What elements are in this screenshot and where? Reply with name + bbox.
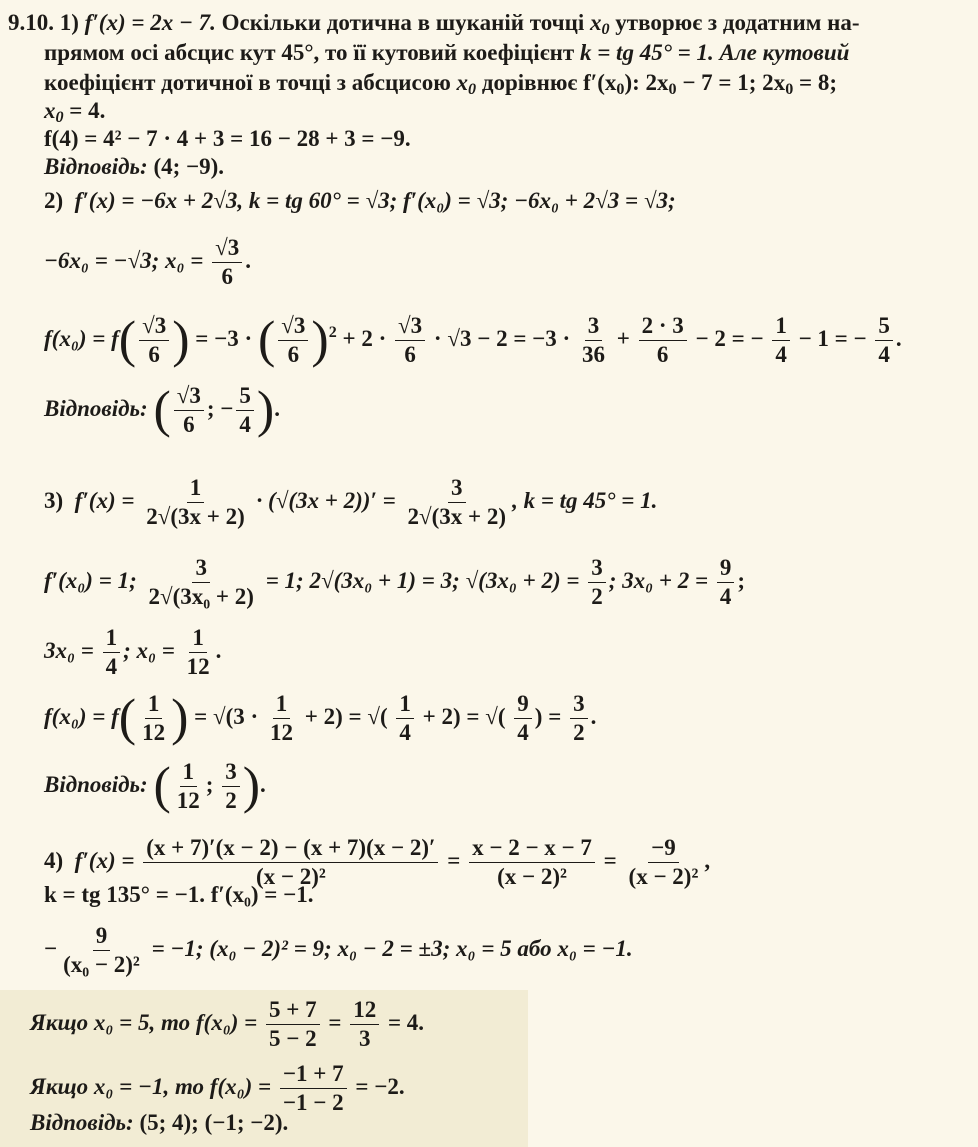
part2-line3: f(x₀) = f( $\frac{√3}{6}$ ) = −3 · ( $\frac{√3}{6}$ )$^2$ + 2 · $\frac{√3}{6}$ · √3 − 2 = −3 · $\frac{3}{36}$ + $\frac{2 \cdot 3}{6}$ − 2 = − $\frac{1}{4}$ − 1 = − $\frac{5}{4}$ . (44, 311, 902, 369)
part1-answer: Відповідь: (4; −9). (44, 154, 225, 179)
part1-f4: f(4) = 4² − 7 · 4 + 3 = 16 − 28 + 3 = −9. (44, 126, 411, 151)
part3-line3: 3x₀ = $\frac{1}{4}$ ; x₀ = $\frac{1}{12}$ . (44, 625, 222, 679)
part3-line4: f(x₀) = f( $\frac{1}{12}$ ) = √(3 · $\frac{1}{12}$ + 2) = √( $\frac{1}{4}$ + 2) = √( $\frac{9}{4}$ ) = $\frac{3}{2}$ . (44, 689, 597, 747)
part2-line1: 2) f′(x) = −6x + 2√3, k = tg 60° = √3; f′(x₀) = √3; −6x₀ + 2√3 = √3; (44, 188, 676, 213)
part3-line1: 3) f′(x) = $\frac{1}{2√(3x + 2)}$ · (√(3x + 2))′ = $\frac{3}{2√(3x + 2)}$ , k = tg 45° = 1. (44, 475, 658, 529)
part4-line3: − $\frac{9}{\text{(x₀ − 2)²}}$ = −1; (x₀ − 2)² = 9; x₀ − 2 = ±3; x₀ = 5 або x₀ = −1. (44, 923, 633, 977)
part1-line4: $x_0 = 4$. (44, 98, 106, 127)
part4-answer: Відповідь: (5; 4); (−1; −2). (30, 1110, 289, 1135)
part4-line2: k = tg 135° = −1. f′(x₀) = −1. (44, 882, 314, 907)
part4-case1: Якщо x₀ = 5, то f(x₀) = $\frac{5 + 7}{5 - 2}$ = $\frac{12}{3}$ = 4. (30, 997, 425, 1051)
part4-line1: 4) f′(x) = $\frac{(x + 7)'(x - 2) - (x + 7)(x - 2)'}{\text{(x − 2)²}}$ = $\frac{x - 2 - x - 7}{\text{(x − 2)²}}$ = $\frac{-9}{\text{(x − 2)²}}$ , (44, 835, 711, 889)
part3-line2: f′(x₀) = 1; $\frac{3}{\text{2√(3x₀ + 2)}}$ = 1; 2√(3x₀ + 1) = 3; √(3x₀ + 2) = $\frac{3}{2}$ ; 3x₀ + 2 = $\frac{9}{4}$ ; (44, 555, 746, 609)
part2-line2: −6x₀ = −√3; x₀ = $\frac{√3}{6}$ . (44, 235, 252, 289)
part3-answer: Відповідь: ( $\frac{1}{12}$ ; $\frac{3}{2}$ ). (44, 757, 266, 815)
part1-line3: коефіцієнт дотичної в точці з абсцисою $x_0$ дорівнює $f'(x_0)$: $2x_0 - 7 = 1$; $2x_0 = 8$; (44, 70, 837, 99)
part1-line2: прямом осі абсцис кут 45°, то її кутовий коефіцієнт k = tg 45° = 1. Але кутовий (44, 40, 850, 65)
part4-case2: Якщо x₀ = −1, то f(x₀) = $\frac{-1 + 7}{-1 - 2}$ = −2. (30, 1061, 405, 1115)
part1-line1: 9.10. 1) f′(x) = 2x − 7. Оскільки дотична в шуканій точці $x_0$ утворює з додатним на- (8, 10, 860, 39)
part2-answer: Відповідь: ( $\frac{√3}{6}$ ; − $\frac{5}{4}$ ). (44, 381, 280, 439)
